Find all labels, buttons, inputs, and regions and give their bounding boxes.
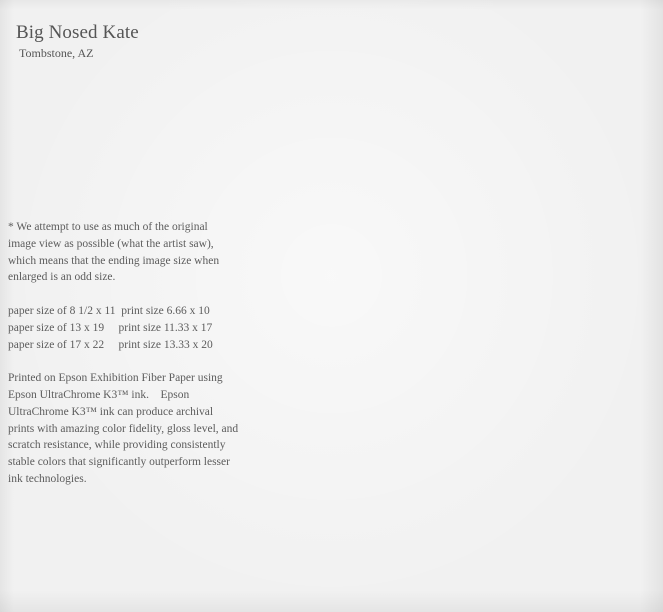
size-row: paper size of 13 x 19 print size 11.33 x 17	[8, 321, 213, 334]
note-line: image view as possible (what the artist saw),	[8, 237, 214, 250]
printing-line: Printed on Epson Exhibition Fiber Paper using	[8, 372, 223, 385]
size-list	[8, 303, 266, 353]
size-row: paper size of 8 1/2 x 11 print size 6.66 x 10	[8, 304, 210, 317]
size-row: paper size of 17 x 22 print size 13.33 x 20	[8, 338, 213, 351]
printing-line: Epson UltraChrome K3™ ink. Epson	[8, 388, 190, 401]
page-title: Big Nosed Kate	[16, 22, 139, 43]
printing-info	[8, 370, 266, 488]
printing-line: ink technologies.	[8, 472, 87, 485]
printing-line: UltraChrome K3™ ink can produce archival	[8, 405, 214, 418]
note-line: * We attempt to use as much of the original	[8, 221, 208, 233]
description	[8, 219, 266, 505]
location-subtitle: Tombstone, AZ	[19, 46, 94, 60]
printing-line: scratch resistance, while providing consistently	[8, 439, 226, 452]
header	[16, 21, 139, 61]
printing-line: prints with amazing color fidelity, gloss level, and	[8, 422, 239, 435]
note-line: which means that the ending image size when	[8, 254, 220, 267]
printing-line: stable colors that significantly outperform lesser	[8, 456, 230, 469]
image-size-note	[8, 219, 266, 286]
note-line: enlarged is an odd size.	[8, 271, 116, 284]
